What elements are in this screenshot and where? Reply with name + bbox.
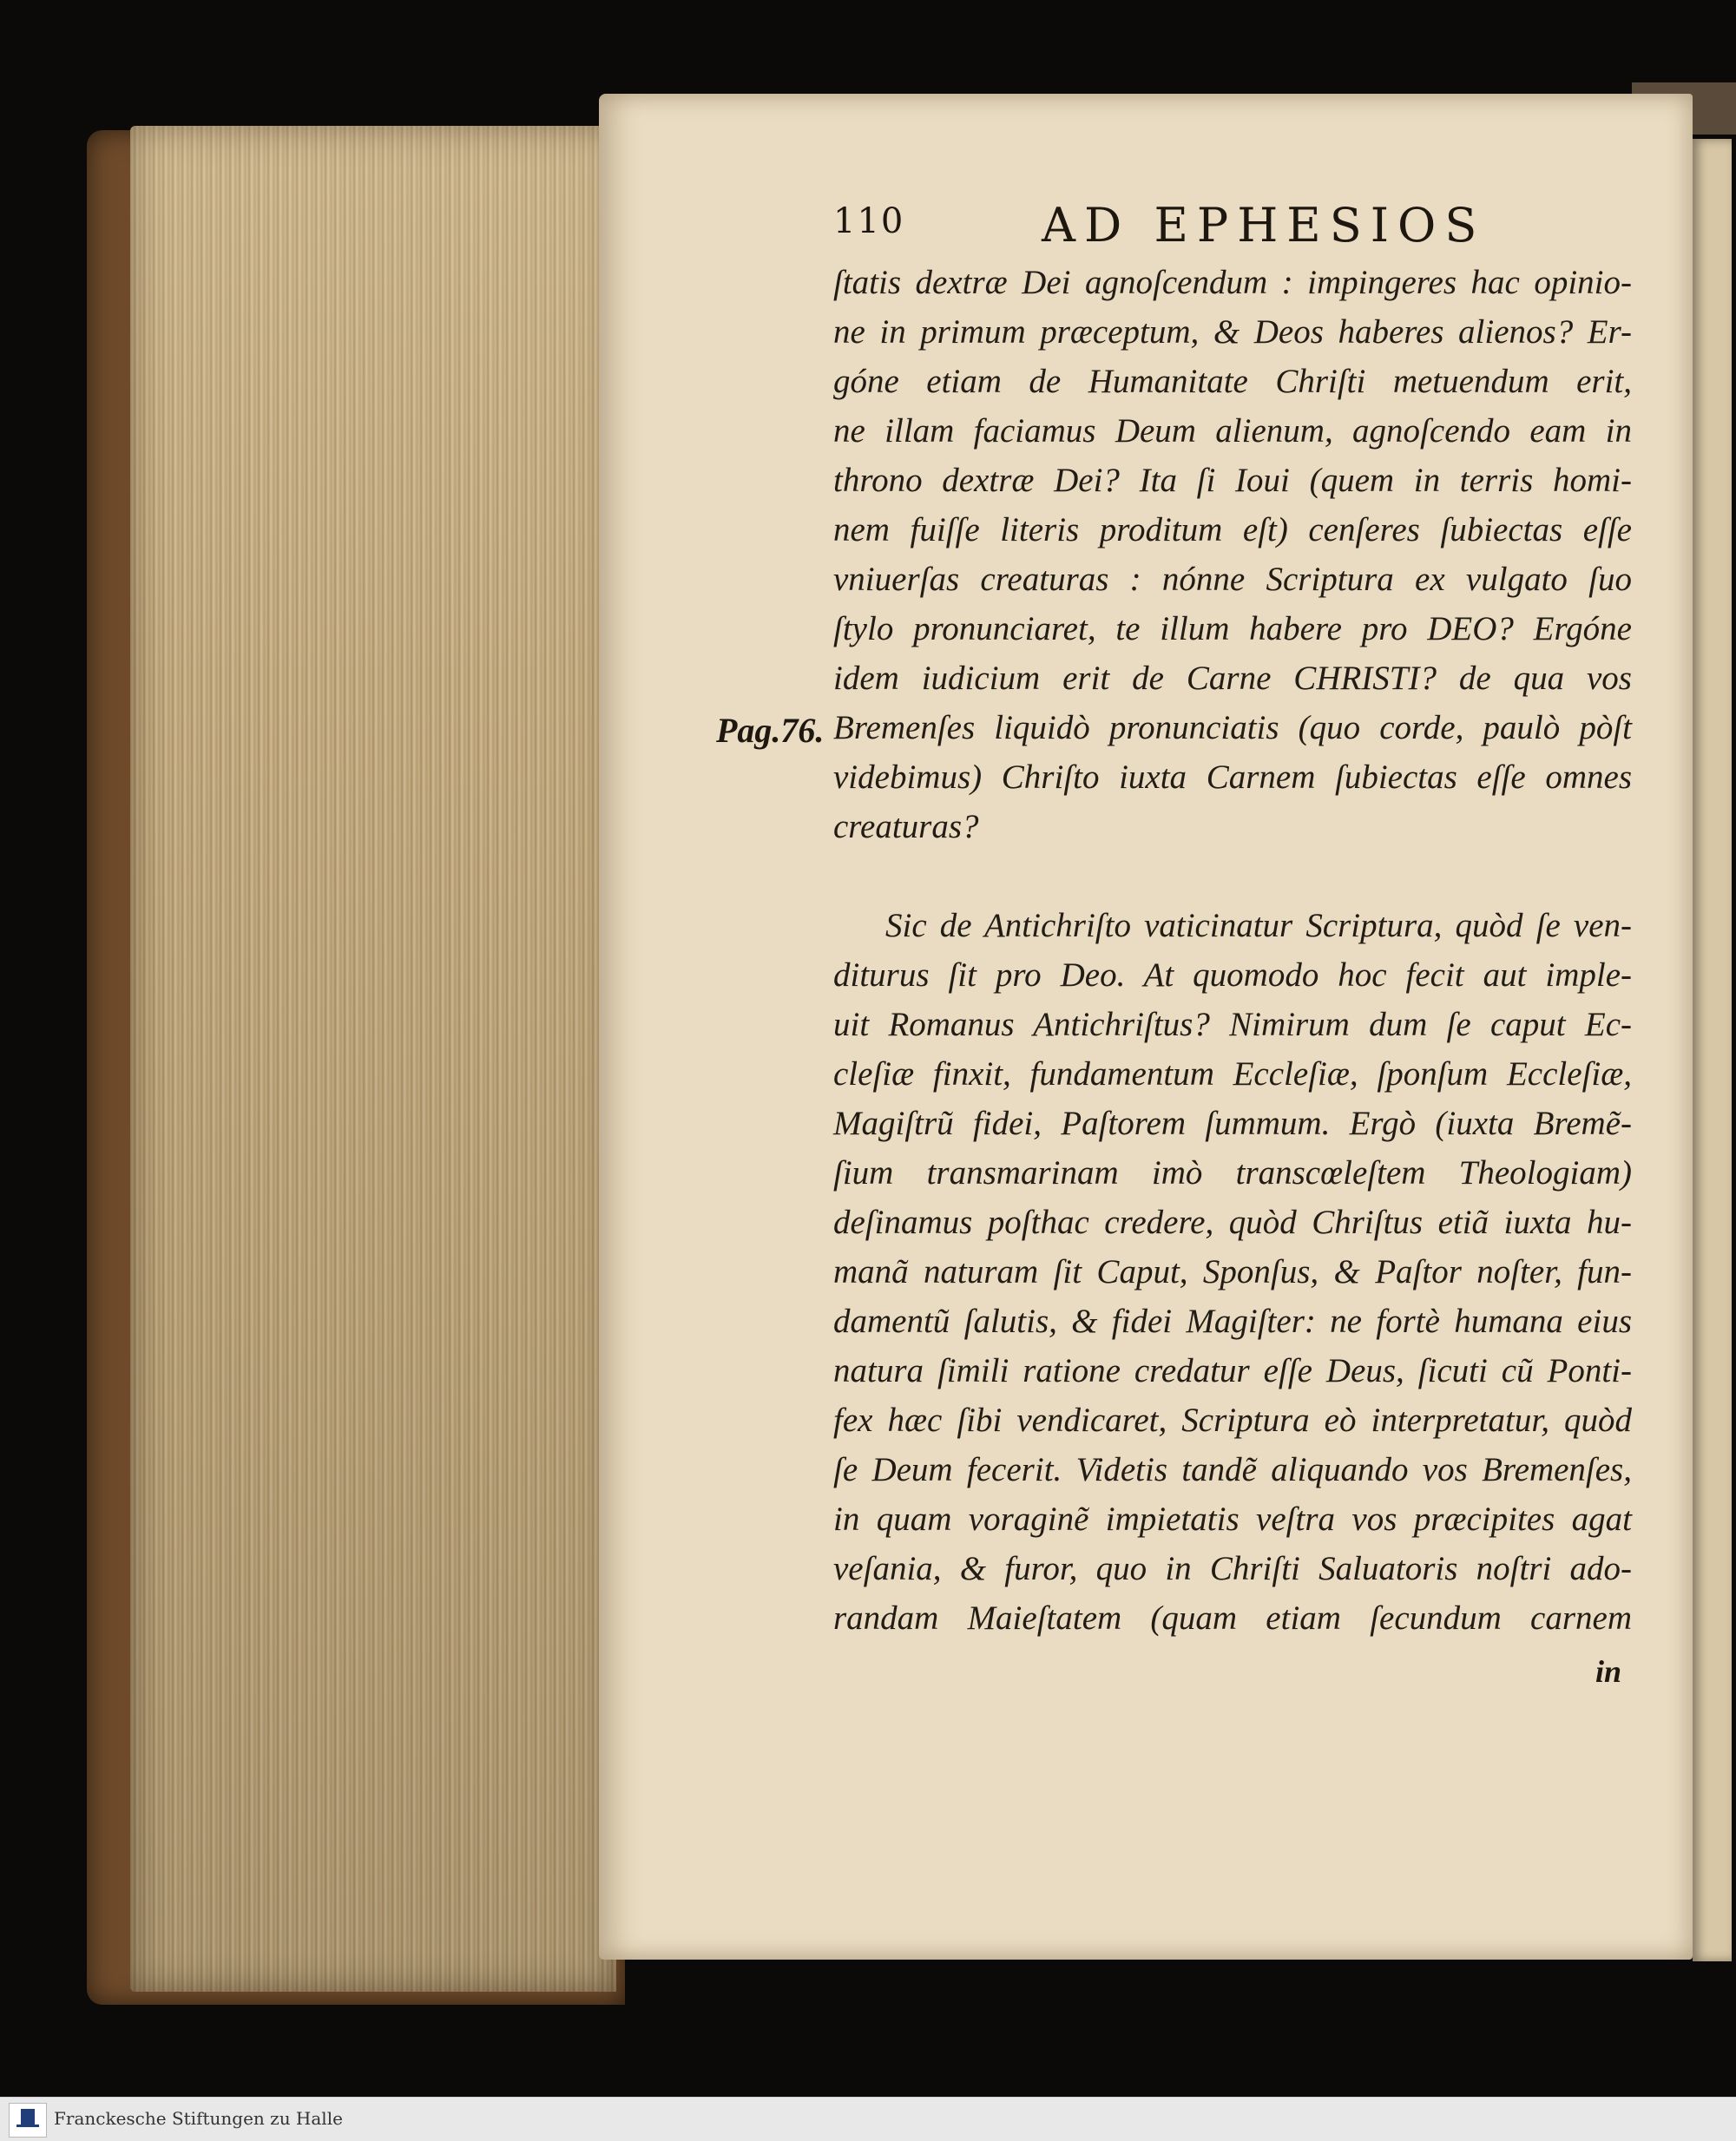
- text-line: throno dextræ Dei? Ita ſi Ioui (quem in terris homi-: [833, 462, 1632, 499]
- institution-name: Franckesche Stiftungen zu Halle: [54, 2108, 343, 2129]
- margin-note: Pag.76.: [716, 711, 825, 750]
- text-line: nem fuiſſe literis proditum eſt) cenſeres ſubiectas eſſe: [833, 511, 1632, 548]
- text-line: ſe Deum fecerit. Videtis tandẽ aliquando vos Bremenſes,: [833, 1451, 1632, 1488]
- running-head: AD EPHESIOS: [1042, 198, 1486, 253]
- text-line: veſania, & furor, quo in Chriſti Saluatoris noſtri ado-: [833, 1550, 1632, 1587]
- text-line: Magiſtrũ fidei, Paſtorem ſummum. Ergò (iuxta Bremẽ-: [833, 1105, 1632, 1142]
- text-line: ne in primum præceptum, & Deos haberes alienos? Er-: [833, 313, 1632, 351]
- text-line: deſinamus poſthac credere, quòd Chriſtus etiã iuxta hu-: [833, 1204, 1632, 1241]
- text-line: Bremenſes liquidò pronunciatis (quo corde, paulò pòſt: [833, 709, 1632, 746]
- text-line: idem iudicium erit de Carne CHRISTI? de qua vos: [833, 660, 1632, 697]
- book-page-edges: [130, 126, 616, 1992]
- text-line: ſtylo pronunciaret, te illum habere pro DEO? Ergóne: [833, 610, 1632, 647]
- page-number: 110: [833, 201, 905, 241]
- text-line: videbimus) Chriſto iuxta Carnem ſubiectas eſſe omnes: [833, 759, 1632, 796]
- text-line: fex hæc ſibi vendicaret, Scriptura eò interpretatur, quòd: [833, 1402, 1632, 1439]
- text-line: góne etiam de Humanitate Chriſti metuendum erit,: [833, 363, 1632, 400]
- text-line: diturus ſit pro Deo. At quomodo hoc fecit aut imple-: [833, 956, 1632, 994]
- text-line: damentũ ſalutis, & fidei Magiſter: ne fortè humana eius: [833, 1303, 1632, 1340]
- text-line: ne illam faciamus Deum alienum, agnoſcendo eam in: [833, 412, 1632, 450]
- facing-page-edge: [1693, 139, 1732, 1961]
- page-header: [833, 198, 1493, 259]
- text-line: ſium transmarinam imò transcœleſtem Theologiam): [833, 1154, 1632, 1192]
- text-line: ſtatis dextræ Dei agnoſcendum : impingeres hac opinio-: [833, 264, 1632, 301]
- text-line: uit Romanus Antichriſtus? Nimirum dum ſe caput Ec-: [833, 1006, 1632, 1043]
- text-line: cleſiæ finxit, fundamentum Eccleſiæ, ſponſum Eccleſiæ,: [833, 1055, 1632, 1093]
- paragraph-2: [833, 901, 1632, 1643]
- text-line: Sic de Antichriſto vaticinatur Scriptura, quòd ſe ven-: [885, 907, 1632, 944]
- text-line: manã naturam ſit Caput, Sponſus, & Paſtor noſter, fun-: [833, 1253, 1632, 1291]
- institution-logo-icon: [9, 2103, 47, 2138]
- text-line: creaturas?: [833, 808, 979, 845]
- text-line: vniuerſas creaturas : nónne Scriptura ex vulgato ſuo: [833, 561, 1632, 598]
- catchword: in: [1595, 1654, 1622, 1689]
- text-line: natura ſimili ratione credatur eſſe Deus, ſicuti cũ Ponti-: [833, 1352, 1632, 1389]
- footer-bar: [0, 2097, 1736, 2141]
- text-line: in quam voraginẽ impietatis veſtra vos præcipites agat: [833, 1501, 1632, 1538]
- text-line: randam Maieſtatem (quam etiam ſecundum carnem: [833, 1599, 1632, 1637]
- paragraph-1: [833, 258, 1632, 851]
- building-icon: [21, 2109, 35, 2125]
